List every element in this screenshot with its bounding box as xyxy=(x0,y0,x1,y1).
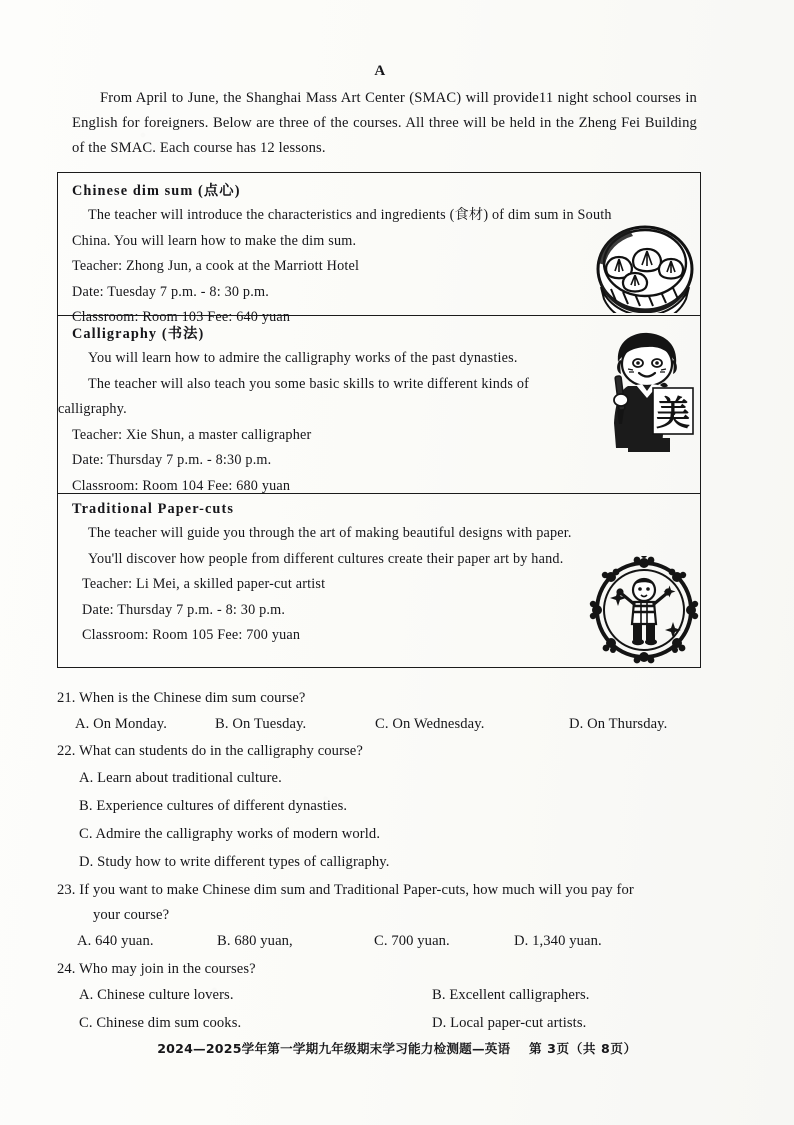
question-21 xyxy=(57,686,747,738)
course-date: Date: Thursday 7 p.m. - 8:30 p.m. xyxy=(72,452,272,468)
question-23 xyxy=(57,878,747,955)
course-card-paper-cuts xyxy=(58,494,700,667)
option-row xyxy=(57,928,747,955)
question-stem xyxy=(57,878,747,903)
course-description-line-2: The teacher will also teach you some basic skills to write different kinds of xyxy=(88,375,530,392)
course-classroom-fee: Classroom: Room 103 Fee: 640 yuan xyxy=(72,309,291,325)
course-list-box xyxy=(57,172,701,668)
course-description-line-1: The teacher will introduce the characteristics and ingredients (食材) of dim sum in South xyxy=(88,207,612,223)
question-text: What can students do in the calligraphy course? xyxy=(79,743,363,759)
page-number: 第 3页（共 8页） xyxy=(528,1041,637,1056)
question-22 xyxy=(57,739,747,876)
option-c[interactable]: C. Admire the calligraphy works of modern world. xyxy=(79,826,381,842)
option-row xyxy=(57,1010,747,1038)
course-card-calligraphy xyxy=(58,316,700,494)
option-stack xyxy=(57,764,747,876)
page-footer xyxy=(0,1038,794,1057)
option-a[interactable]: A. Learn about traditional culture. xyxy=(79,770,282,786)
option-a[interactable]: A. 640 yuan. xyxy=(77,933,154,949)
option-c[interactable]: C. Chinese dim sum cooks. xyxy=(79,1015,242,1031)
course-date: Date: Thursday 7 p.m. - 8: 30 p.m. xyxy=(82,601,286,618)
course-teacher: Teacher: Xie Shun, a master calligrapher xyxy=(72,426,312,443)
course-title: Chinese dim sum (点心) xyxy=(72,183,241,199)
option-c[interactable]: C. On Wednesday. xyxy=(375,716,485,732)
svg-text:美: 美 xyxy=(656,394,690,434)
question-text: Who may join in the courses? xyxy=(79,961,256,977)
option-d[interactable]: D. Study how to write different types of calligraphy. xyxy=(79,854,390,870)
course-teacher: Teacher: Li Mei, a skilled paper-cut artist xyxy=(82,576,326,592)
option-row xyxy=(57,982,747,1010)
course-description-line-2: China. You will learn how to make the dim sum. xyxy=(72,232,357,249)
course-title: Traditional Paper-cuts xyxy=(72,501,234,517)
course-description-line-3: calligraphy. xyxy=(58,401,127,417)
questions-list xyxy=(57,686,747,1039)
circular-papercut-child-icon xyxy=(588,556,706,664)
option-a[interactable]: A. On Monday. xyxy=(75,716,167,732)
question-number: 23. xyxy=(57,882,76,898)
course-card-dim-sum xyxy=(58,173,700,325)
exam-title: 2024—2025学年第一学期九年级期末学习能力检测题—英语 xyxy=(157,1041,511,1056)
intro-paragraph: From April to June, the Shanghai Mass Art Center (SMAC) will provide11 night school courses in English for foreigners. Below are three of the courses. All three will be held in the Zheng Fei Building of the SMAC. Each course has 12 lessons. xyxy=(72,90,697,156)
option-d[interactable]: D. Local paper-cut artists. xyxy=(432,1015,587,1031)
section-letter: A xyxy=(374,63,386,79)
option-b[interactable]: B. 680 yuan, xyxy=(217,933,293,949)
question-stem xyxy=(57,957,747,982)
course-teacher: Teacher: Zhong Jun, a cook at the Marriott Hotel xyxy=(72,258,360,274)
question-stem xyxy=(57,686,747,711)
course-description-line-1: The teacher will guide you through the art of making beautiful designs with paper. xyxy=(88,525,572,541)
course-description-line-1: You will learn how to admire the calligraphy works of the past dynasties. xyxy=(88,350,518,366)
question-stem-continued: your course? xyxy=(93,907,170,923)
course-description-line-2: You'll discover how people from different cultures create their paper art by hand. xyxy=(88,550,564,567)
option-b[interactable]: B. Excellent calligraphers. xyxy=(432,987,590,1003)
option-row xyxy=(57,711,747,738)
course-classroom-fee: Classroom: Room 105 Fee: 700 yuan xyxy=(82,627,301,643)
option-d[interactable]: D. On Thursday. xyxy=(569,716,668,732)
course-date: Date: Tuesday 7 p.m. - 8: 30 p.m. xyxy=(72,283,269,300)
option-a[interactable]: A. Chinese culture lovers. xyxy=(79,987,234,1003)
question-number: 21. xyxy=(57,690,76,706)
steamer-basket-dumplings-icon xyxy=(586,221,704,313)
question-stem xyxy=(57,739,747,764)
question-number: 24. xyxy=(57,961,76,977)
question-24 xyxy=(57,957,747,1038)
question-text: When is the Chinese dim sum course? xyxy=(79,690,306,706)
question-text: If you want to make Chinese dim sum and Traditional Paper-cuts, how much will you pay for xyxy=(79,882,634,898)
option-b[interactable]: B. On Tuesday. xyxy=(215,716,307,732)
course-classroom-fee: Classroom: Room 104 Fee: 680 yuan xyxy=(72,477,291,494)
course-title: Calligraphy (书法) xyxy=(72,326,205,342)
question-number: 22. xyxy=(57,743,76,759)
boy-with-brush-mei-character-icon xyxy=(598,328,698,458)
option-c[interactable]: C. 700 yuan. xyxy=(374,933,450,949)
option-d[interactable]: D. 1,340 yuan. xyxy=(514,933,602,949)
option-b[interactable]: B. Experience cultures of different dynasties. xyxy=(79,798,348,814)
